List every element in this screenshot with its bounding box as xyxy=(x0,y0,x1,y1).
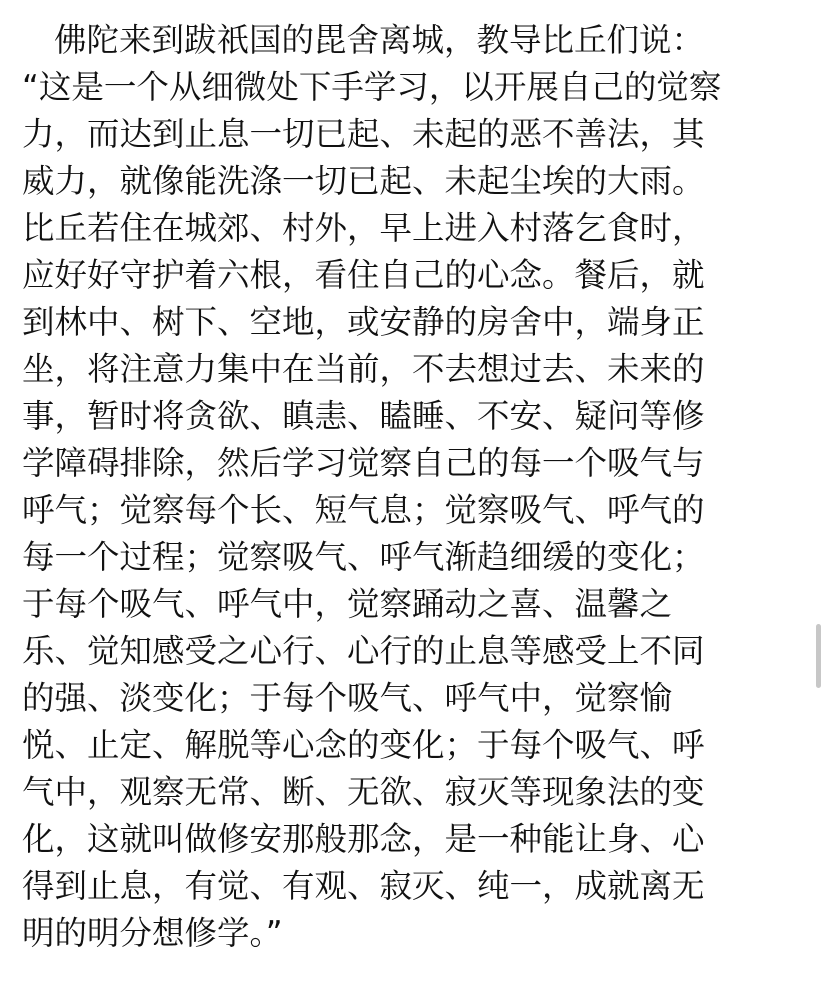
paragraph-line: 气中，观察无常、断、无欲、寂灭等现象法的变 xyxy=(22,773,705,811)
paragraph-line: 到林中、树下、空地，或安静的房舍中，端身正 xyxy=(22,303,705,341)
paragraph-line: 得到止息，有觉、有观、寂灭、纯一，成就离无 xyxy=(22,867,705,905)
paragraph-line: 悦、止定、解脱等心念的变化；于每个吸气、呼 xyxy=(22,726,705,764)
paragraph-line: 坐，将注意力集中在当前，不去想过去、未来的 xyxy=(22,350,705,388)
paragraph-line: 呼气；觉察每个长、短气息；觉察吸气、呼气的 xyxy=(22,491,705,529)
paragraph-line: 于每个吸气、呼气中，觉察踊动之喜、温馨之 xyxy=(22,585,673,623)
paragraph-line: 力，而达到止息一切已起、未起的恶不善法，其 xyxy=(22,115,705,153)
scrollbar-thumb[interactable] xyxy=(816,624,821,688)
paragraph-line: 化，这就叫做修安那般那念，是一种能让身、心 xyxy=(22,820,705,858)
paragraph-line: 乐、觉知感受之心行、心行的止息等感受上不同 xyxy=(22,632,705,670)
paragraph-line: 的强、淡变化；于每个吸气、呼气中，觉察愉 xyxy=(22,679,673,717)
paragraph-line: 应好好守护着六根，看住自己的心念。餐后，就 xyxy=(22,256,705,294)
paragraph-line: 明的明分想修学。” xyxy=(22,914,283,952)
paragraph-line: 威力，就像能洗涤一切已起、未起尘埃的大雨。 xyxy=(22,162,705,200)
paragraph-line: 每一个过程；觉察吸气、呼气渐趋细缓的变化； xyxy=(22,538,705,576)
paragraph-line: 佛陀来到跋祇国的毘舍离城，教导比丘们说： xyxy=(54,21,705,59)
paragraph-line: 事，暂时将贪欲、瞋恚、瞌睡、不安、疑问等修 xyxy=(22,397,705,435)
paragraph-line: “这是一个从细微处下手学习，以开展自己的觉察 xyxy=(22,68,722,106)
paragraph-line: 比丘若住在城郊、村外，早上进入村落乞食时， xyxy=(22,209,705,247)
paragraph-line: 学障碍排除，然后学习觉察自己的每一个吸气与 xyxy=(22,444,705,482)
